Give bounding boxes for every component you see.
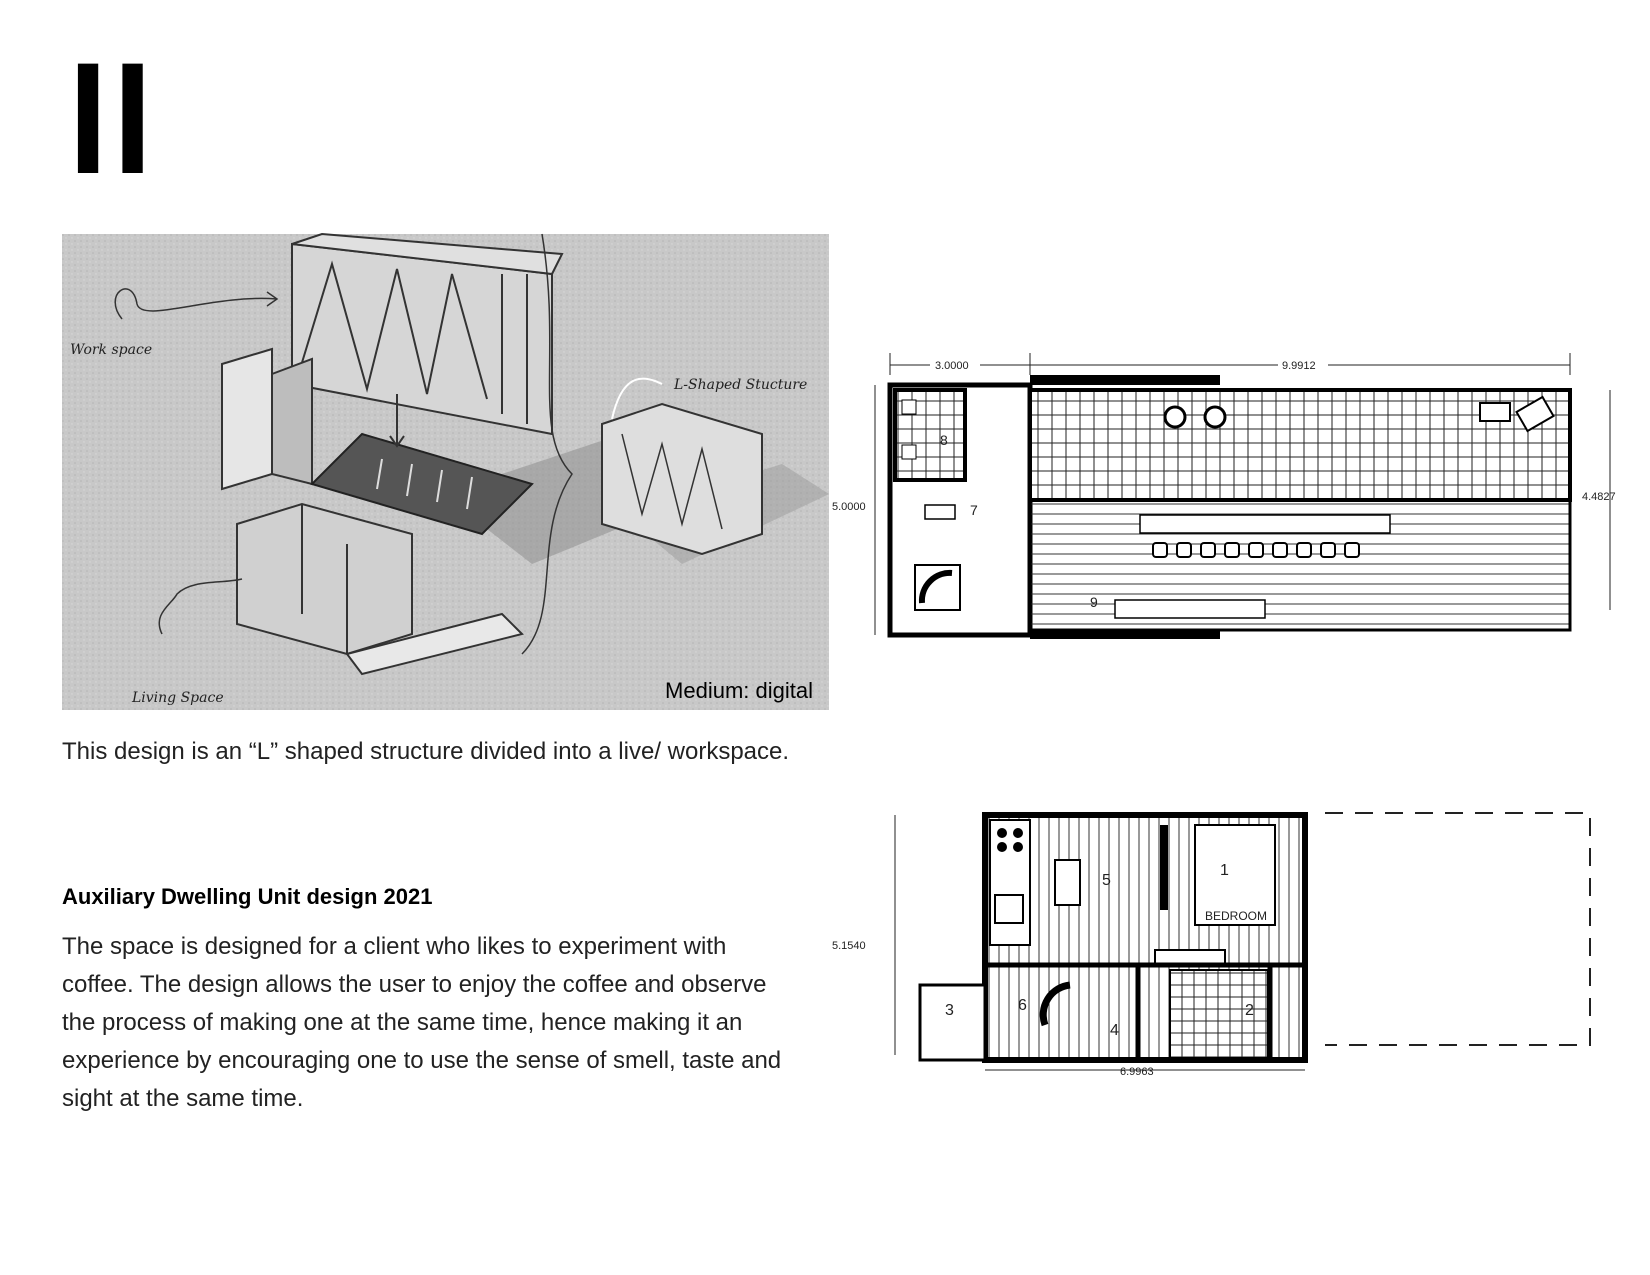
room-number-1: 1 bbox=[1220, 862, 1229, 879]
medium-label: Medium: digital bbox=[665, 678, 813, 703]
label-l-shaped: L-Shaped Stucture bbox=[674, 377, 808, 393]
label-workspace: Work space bbox=[70, 342, 153, 358]
floor-plan-upper bbox=[832, 345, 1630, 645]
dim-height-right: 4.4827 bbox=[1582, 491, 1616, 503]
project-title: Auxiliary Dwelling Unit design 2021 bbox=[62, 884, 433, 909]
dim-left-width: 3.0000 bbox=[935, 360, 969, 372]
room-number-3: 3 bbox=[945, 1002, 954, 1019]
dim-width: 6.9963 bbox=[1120, 1066, 1154, 1078]
page-number: II bbox=[68, 35, 158, 209]
dim-height: 5.1540 bbox=[832, 940, 866, 952]
sketch-caption: This design is an “L” shaped structure divided into a live/ workspace. bbox=[62, 738, 790, 765]
room-number-2: 2 bbox=[1245, 1002, 1254, 1019]
axonometric-sketch-image bbox=[62, 234, 829, 710]
room-number-8: 8 bbox=[940, 432, 948, 448]
room-label-bedroom: BEDROOM bbox=[1205, 909, 1268, 923]
dim-right-width: 9.9912 bbox=[1282, 360, 1316, 372]
project-description: The space is designed for a client who likes to experiment with coffee. The design allows the user to enjoy the coffee and observe the process of making one at the same time, hence making it an experience by encouraging one to use the sense of smell, taste and sight at the same time. bbox=[62, 933, 782, 1112]
room-number-4: 4 bbox=[1110, 1022, 1119, 1039]
room-number-5: 5 bbox=[1102, 872, 1111, 889]
room-number-9: 9 bbox=[1090, 594, 1098, 610]
label-living-space: Living Space bbox=[132, 690, 224, 706]
sketch-drawing bbox=[62, 234, 829, 710]
room-number-6: 6 bbox=[1018, 997, 1027, 1014]
dim-height-left: 5.0000 bbox=[832, 501, 866, 513]
room-number-7: 7 bbox=[970, 502, 978, 518]
floor-plan-lower bbox=[832, 805, 1630, 1095]
